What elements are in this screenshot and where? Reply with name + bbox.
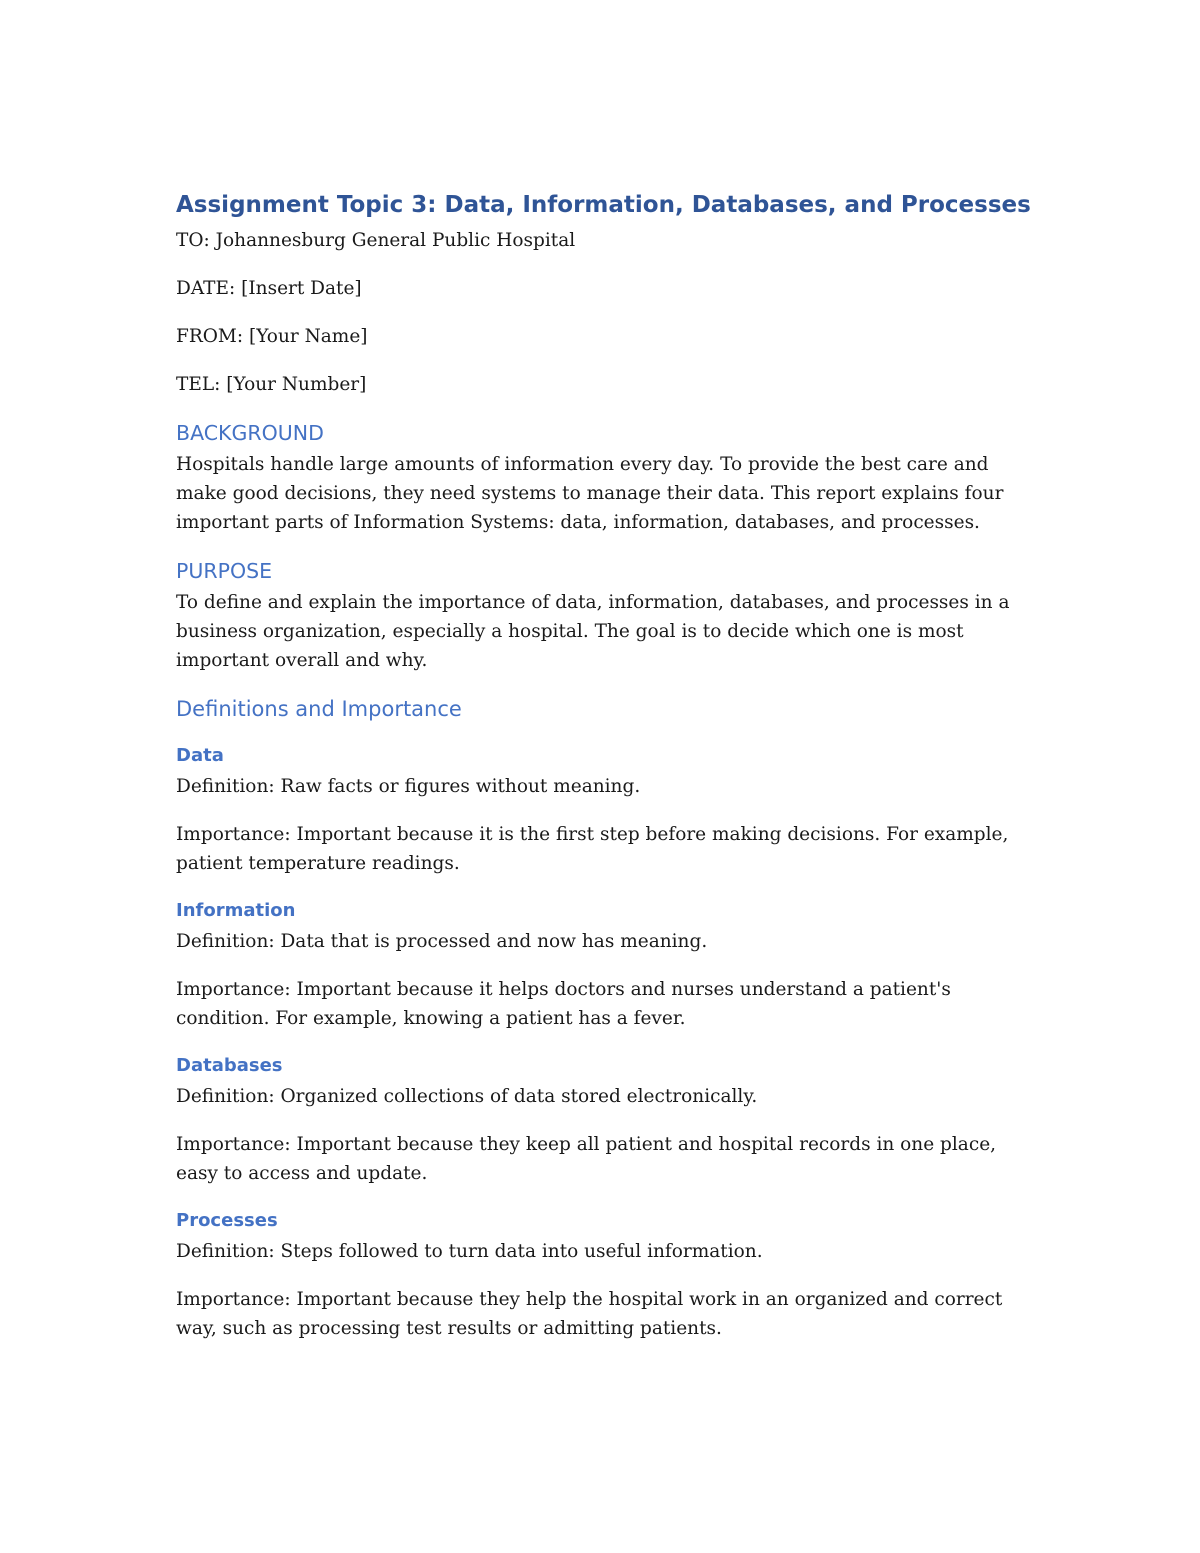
background-text: Hospitals handle large amounts of information every day. To provide the best care and make good decisions, they need systems to manage their data. This report explains four important parts of Information Systems: data, information, databases, and processes. — [176, 454, 1004, 533]
importance-text: Importance: Important because they help the hospital work in an organized and correct way, such as processing test results or admitting patients. — [176, 1289, 1003, 1339]
memo-from: FROM: [Your Name] — [176, 326, 368, 347]
background-heading: BACKGROUND — [176, 421, 324, 445]
document-body — [176, 188, 1036, 1362]
memo-date: DATE: [Insert Date] — [176, 278, 362, 299]
memo-tel: TEL: [Your Number] — [176, 374, 367, 395]
importance-text: Importance: Important because it is the first step before making decisions. For example, patient temperature readings. — [176, 824, 1009, 874]
memo-to: TO: Johannesburg General Public Hospital — [176, 230, 576, 251]
definition-text: Definition: Data that is processed and now has meaning. — [176, 931, 708, 952]
definition-heading: Databases — [176, 1055, 283, 1076]
definition-item-information — [176, 897, 1036, 1033]
definition-heading: Processes — [176, 1210, 278, 1231]
document-title: Assignment Topic 3: Data, Information, Databases, and Processes — [176, 192, 1031, 218]
purpose-heading: PURPOSE — [176, 559, 273, 583]
definition-heading: Data — [176, 745, 224, 766]
definition-item-processes — [176, 1207, 1036, 1343]
definitions-heading: Definitions and Importance — [176, 697, 462, 721]
definition-text: Definition: Organized collections of data stored electronically. — [176, 1086, 758, 1107]
definition-item-data — [176, 742, 1036, 878]
purpose-text: To define and explain the importance of data, information, databases, and processes in a business organization, especially a hospital. The goal is to decide which one is most important overall and why. — [176, 592, 1010, 671]
definition-item-databases — [176, 1052, 1036, 1188]
importance-text: Importance: Important because they keep all patient and hospital records in one place, easy to access and update. — [176, 1134, 997, 1184]
definition-text: Definition: Raw facts or figures without meaning. — [176, 776, 641, 797]
definition-heading: Information — [176, 900, 296, 921]
definition-text: Definition: Steps followed to turn data into useful information. — [176, 1241, 763, 1262]
importance-text: Importance: Important because it helps doctors and nurses understand a patient's condition. For example, knowing a patient has a fever. — [176, 979, 951, 1029]
